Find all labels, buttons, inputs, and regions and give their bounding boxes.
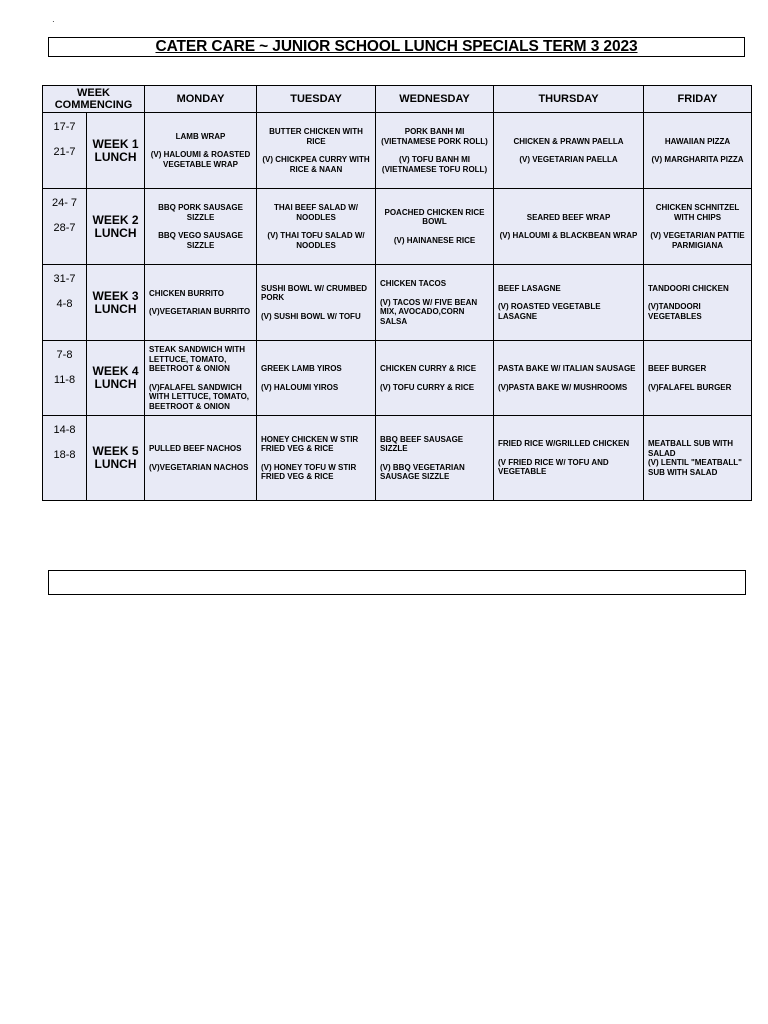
menu-cell-monday — [145, 265, 257, 341]
menu-cell-tuesday — [257, 341, 376, 416]
table-row — [43, 416, 752, 501]
week-start-date: 17-7 — [53, 121, 76, 133]
week-start-date: 31-7 — [53, 273, 76, 285]
week-label: WEEK 5 LUNCH — [87, 416, 145, 501]
vegetarian-meal: (V) CHICKPEA CURRY WITH RICE & NAAN — [262, 155, 370, 174]
week-end-date: 11-8 — [53, 374, 76, 386]
menu-cell-wednesday — [376, 265, 494, 341]
main-meal: BBQ BEEF SAUSAGE SIZZLE — [380, 434, 464, 453]
week-dates — [43, 341, 87, 416]
main-meal: TANDOORI CHICKEN — [648, 283, 729, 293]
main-meal: BUTTER CHICKEN WITH RICE — [269, 127, 363, 146]
week-label: WEEK 2 LUNCH — [87, 189, 145, 265]
week-end-date: 28-7 — [53, 222, 76, 234]
table-row — [43, 265, 752, 341]
week-dates — [43, 265, 87, 341]
vegetarian-meal: (V) THAI TOFU SALAD W/ NOODLES — [267, 231, 365, 250]
menu-cell-monday — [145, 113, 257, 189]
menu-cell-friday — [644, 265, 752, 341]
menu-cell-thursday — [494, 113, 644, 189]
menu-cell-monday — [145, 189, 257, 265]
main-meal: CHICKEN TACOS — [380, 279, 447, 288]
lunch-menu-table — [42, 85, 752, 501]
vegetarian-meal: (V) LENTIL "MEATBALL" SUB WITH SALAD — [648, 458, 742, 477]
main-meal: LAMB WRAP — [175, 131, 226, 141]
week-start-date: 14-8 — [53, 424, 76, 436]
vegetarian-meal: (V) HALOUMI YIROS — [261, 382, 339, 392]
vegetarian-meal: (V) VEGETARIAN PAELLA — [519, 155, 618, 164]
header-row — [43, 86, 752, 113]
main-meal: CHICKEN & PRAWN PAELLA — [513, 136, 624, 146]
page-title: CATER CARE ~ JUNIOR SCHOOL LUNCH SPECIALS TERM 3 2023 — [155, 38, 638, 55]
week-start-date: 7-8 — [56, 349, 73, 361]
vegetarian-meal: (V) HONEY TOFU W STIR FRIED VEG & RICE — [261, 462, 357, 481]
menu-cell-monday — [145, 416, 257, 501]
menu-cell-tuesday — [257, 265, 376, 341]
vegetarian-meal: (V) HALOUMI & ROASTED VEGETABLE WRAP — [150, 150, 251, 169]
menu-cell-friday — [644, 189, 752, 265]
main-meal: PASTA BAKE W/ ITALIAN SAUSAGE — [498, 364, 636, 373]
menu-cell-monday — [145, 341, 257, 416]
vegetarian-meal: (V)VEGETARIAN NACHOS — [149, 462, 249, 472]
menu-cell-wednesday — [376, 341, 494, 416]
main-meal: POACHED CHICKEN RICE BOWL — [384, 207, 485, 227]
main-meal: THAI BEEF SALAD W/ NOODLES — [274, 203, 359, 222]
week-dates — [43, 113, 87, 189]
main-meal: CHICKEN SCHNITZEL WITH CHIPS — [655, 203, 740, 222]
menu-cell-wednesday — [376, 189, 494, 265]
week-end-date: 18-8 — [53, 449, 76, 461]
vegetarian-meal: (V) HAINANESE RICE — [393, 235, 476, 245]
main-meal: SEARED BEEF WRAP — [526, 212, 611, 222]
header-wednesday: WEDNESDAY — [376, 86, 494, 113]
main-meal: BEEF BURGER — [648, 364, 707, 373]
vegetarian-meal: (V)VEGETARIAN BURRITO — [149, 307, 251, 316]
vegetarian-meal: (V) TACOS W/ FIVE BEAN MIX, AVOCADO,CORN SALSA — [380, 297, 478, 326]
main-meal: GREEK LAMB YIROS — [261, 364, 342, 373]
menu-cell-friday — [644, 113, 752, 189]
menu-cell-thursday — [494, 416, 644, 501]
menu-cell-tuesday — [257, 189, 376, 265]
vegetarian-meal: (V FRIED RICE W/ TOFU AND VEGETABLE — [498, 457, 609, 477]
vegetarian-meal: (V) VEGETARIAN PATTIE PARMIGIANA — [650, 231, 745, 250]
week-end-date: 4-8 — [56, 298, 73, 310]
main-meal: BEEF LASAGNE — [498, 283, 561, 293]
vegetarian-meal: (V) HALOUMI & BLACKBEAN WRAP — [499, 231, 638, 240]
menu-cell-wednesday — [376, 113, 494, 189]
vegetarian-meal: BBQ VEGO SAUSAGE SIZZLE — [158, 231, 243, 250]
main-meal: HAWAIIAN PIZZA — [664, 136, 731, 146]
main-meal: PORK BANH MI (VIETNAMESE PORK ROLL) — [381, 127, 488, 146]
main-meal: FRIED RICE W/GRILLED CHICKEN — [498, 439, 630, 449]
main-meal: PULLED BEEF NACHOS — [149, 444, 242, 453]
header-thursday: THURSDAY — [494, 86, 644, 113]
main-meal: STEAK SANDWICH WITH LETTUCE, TOMATO, BEETROOT & ONION — [149, 345, 246, 373]
vegetarian-meal: (V) TOFU CURRY & RICE — [380, 382, 475, 392]
menu-cell-wednesday — [376, 416, 494, 501]
main-meal: CHICKEN CURRY & RICE — [380, 364, 477, 373]
vegetarian-meal: (V) BBQ VEGETARIAN SAUSAGE SIZZLE — [380, 462, 465, 481]
header-tuesday: TUESDAY — [257, 86, 376, 113]
table-row — [43, 113, 752, 189]
menu-cell-friday — [644, 416, 752, 501]
stray-mark: · — [52, 17, 55, 26]
menu-cell-thursday — [494, 189, 644, 265]
menu-cell-thursday — [494, 265, 644, 341]
vegetarian-meal: (V)TANDOORI VEGETABLES — [648, 302, 702, 321]
main-meal: CHICKEN BURRITO — [149, 288, 224, 298]
week-label: WEEK 1 LUNCH — [87, 113, 145, 189]
week-dates — [43, 416, 87, 501]
menu-cell-tuesday — [257, 416, 376, 501]
week-dates — [43, 189, 87, 265]
week-label: WEEK 4 LUNCH — [87, 341, 145, 416]
week-end-date: 21-7 — [53, 146, 76, 158]
vegetarian-meal: (V) TOFU BANH MI (VIETNAMESE TOFU ROLL) — [381, 155, 488, 174]
main-meal: MEATBALL SUB WITH SALAD — [648, 439, 734, 458]
header-monday: MONDAY — [145, 86, 257, 113]
menu-cell-friday — [644, 341, 752, 416]
menu-cell-thursday — [494, 341, 644, 416]
header-friday: FRIDAY — [644, 86, 752, 113]
menu-cell-tuesday — [257, 113, 376, 189]
notes-box — [48, 570, 746, 595]
main-meal: BBQ PORK SAUSAGE SIZZLE — [158, 203, 243, 222]
main-meal: SUSHI BOWL W/ CRUMBED PORK — [261, 283, 368, 303]
vegetarian-meal: (V) MARGHARITA PIZZA — [651, 155, 744, 164]
table-row — [43, 189, 752, 265]
week-label: WEEK 3 LUNCH — [87, 265, 145, 341]
vegetarian-meal: (V)FALAFEL BURGER — [648, 382, 732, 392]
main-meal: HONEY CHICKEN W STIR FRIED VEG & RICE — [261, 434, 359, 453]
title-box — [48, 37, 745, 57]
week-start-date: 24- 7 — [51, 197, 78, 209]
vegetarian-meal: (V)PASTA BAKE W/ MUSHROOMS — [498, 382, 628, 392]
vegetarian-meal: (V) ROASTED VEGETABLE LASAGNE — [498, 302, 601, 321]
vegetarian-meal: (V) SUSHI BOWL W/ TOFU — [261, 311, 361, 321]
vegetarian-meal: (V)FALAFEL SANDWICH WITH LETTUCE, TOMATO, BEETROOT & ONION — [149, 382, 250, 411]
header-week-commencing: WEEK COMMENCING — [43, 86, 145, 113]
table-row — [43, 341, 752, 416]
